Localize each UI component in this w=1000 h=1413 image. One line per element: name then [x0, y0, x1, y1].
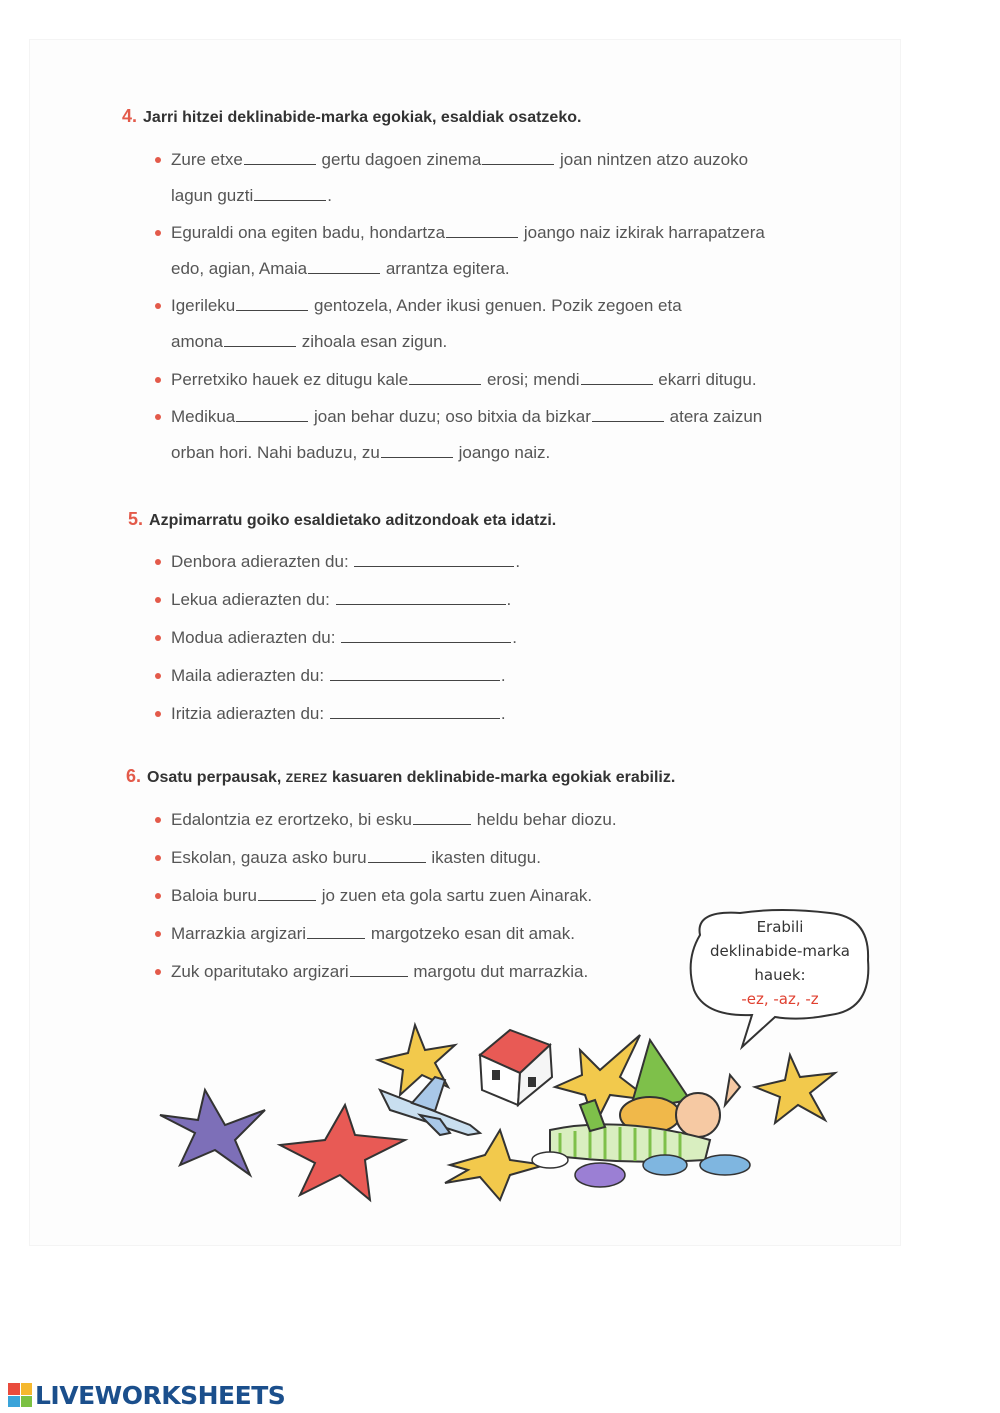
bullet — [155, 559, 161, 565]
bullet — [155, 855, 161, 861]
ex6-sentence-1: Edalontzia ez erortzeko, bi esku heldu behar diozu. — [171, 810, 617, 829]
bullet — [155, 817, 161, 823]
yellow-star-icon — [445, 1130, 545, 1200]
blank-input[interactable] — [330, 717, 500, 719]
airplane-icon — [380, 1077, 480, 1135]
ex4-sentence-2: Eguraldi ona egiten badu, hondartza joango naiz izkirak harrapatzera — [171, 223, 765, 242]
blank-input[interactable] — [413, 823, 471, 825]
bullet — [155, 230, 161, 236]
ex4-sentence-2-cont: edo, agian, Amaia arrantza egitera. — [171, 259, 510, 278]
ex6-sentence-3: Baloia buru jo zuen eta gola sartu zuen Ainarak. — [171, 886, 593, 905]
blank-input[interactable] — [381, 456, 453, 458]
yellow-star-icon — [755, 1055, 835, 1123]
exercise-4-title: 4. Jarri hitzei deklinabide-marka egokiak, esaldiak osatzeko. — [122, 106, 582, 126]
blank-input[interactable] — [482, 163, 554, 165]
bullet — [155, 931, 161, 937]
gnome-icon — [550, 1040, 740, 1162]
speech-bubble-text: Erabili deklinabide-marka hauek: -ez, -az, -z — [710, 918, 850, 1008]
ex6-sentence-4: Marrazkia argizari margotzeko esan dit amak. — [171, 924, 575, 943]
paint-blob-icon — [643, 1155, 687, 1175]
blank-input[interactable] — [308, 272, 380, 274]
bullet — [155, 893, 161, 899]
blank-input[interactable] — [446, 236, 518, 238]
ex4-sentence-5-cont: orban hori. Nahi baduzu, zu joango naiz. — [171, 443, 551, 462]
ex4-sentence-4: Perretxiko hauek ez ditugu kale erosi; mendi ekarri ditugu. — [171, 370, 757, 389]
ex6-sentence-5: Zuk oparitutako argizari margotu dut marrazkia. — [171, 962, 589, 981]
paint-blob-icon — [532, 1152, 568, 1168]
blank-input[interactable] — [581, 383, 653, 385]
paint-blob-icon — [575, 1163, 625, 1187]
bullet — [155, 157, 161, 163]
blank-input[interactable] — [330, 679, 500, 681]
blank-input[interactable] — [368, 861, 426, 863]
paint-blob-icon — [700, 1155, 750, 1175]
ex5-item-place: Lekua adierazten du: . — [171, 590, 512, 609]
blank-input[interactable] — [336, 603, 506, 605]
ex5-item-degree: Maila adierazten du: . — [171, 666, 506, 685]
blank-input[interactable] — [254, 199, 326, 201]
ex5-item-manner: Modua adierazten du: . — [171, 628, 517, 647]
ex5-item-time: Denbora adierazten du: . — [171, 552, 521, 571]
blank-input[interactable] — [350, 975, 408, 977]
ex4-sentence-1: Zure etxe gertu dagoen zinema joan nintzen atzo auzoko — [171, 150, 749, 169]
illustration-stars-gnome — [150, 1015, 870, 1215]
blank-input[interactable] — [354, 565, 514, 567]
liveworksheets-logo[interactable] — [8, 1380, 285, 1410]
blank-input[interactable] — [236, 309, 308, 311]
purple-star-icon — [160, 1090, 265, 1175]
ex4-sentence-3-cont: amona zihoala esan zigun. — [171, 332, 448, 351]
exercise-6-title: 6. Osatu perpausak, ZEREZ kasuaren deklinabide-marka egokiak erabiliz. — [126, 766, 676, 786]
ex5-item-opinion: Iritzia adierazten du: . — [171, 704, 506, 723]
blank-input[interactable] — [224, 345, 296, 347]
ex4-sentence-1-cont: lagun guzti . — [171, 186, 332, 205]
bullet — [155, 377, 161, 383]
ex6-sentence-2: Eskolan, gauza asko buru ikasten ditugu. — [171, 848, 541, 867]
bullet — [155, 673, 161, 679]
blank-input[interactable] — [244, 163, 316, 165]
blank-input[interactable] — [341, 641, 511, 643]
blank-input[interactable] — [236, 420, 308, 422]
blank-input[interactable] — [307, 937, 365, 939]
exercise-5-title: 5. Azpimarratu goiko esaldietako aditzondoak eta idatzi. — [128, 509, 557, 529]
ex4-sentence-5: Medikua joan behar duzu; oso bitxia da bizkar atera zaizun — [171, 407, 763, 426]
brand-text: LIVEWORKSHEETS — [35, 1380, 286, 1410]
blank-input[interactable] — [409, 383, 481, 385]
bullet — [155, 597, 161, 603]
blank-input[interactable] — [592, 420, 664, 422]
house-icon — [480, 1030, 552, 1105]
bullet — [155, 711, 161, 717]
blank-input[interactable] — [258, 899, 316, 901]
ex4-sentence-3: Igerileku gentozela, Ander ikusi genuen. Pozik zegoen eta — [171, 296, 682, 315]
bullet — [155, 303, 161, 309]
bullet — [155, 635, 161, 641]
bullet — [155, 969, 161, 975]
red-star-icon — [280, 1105, 405, 1200]
liveworksheets-logo-icon — [8, 1383, 32, 1407]
bullet — [155, 414, 161, 420]
